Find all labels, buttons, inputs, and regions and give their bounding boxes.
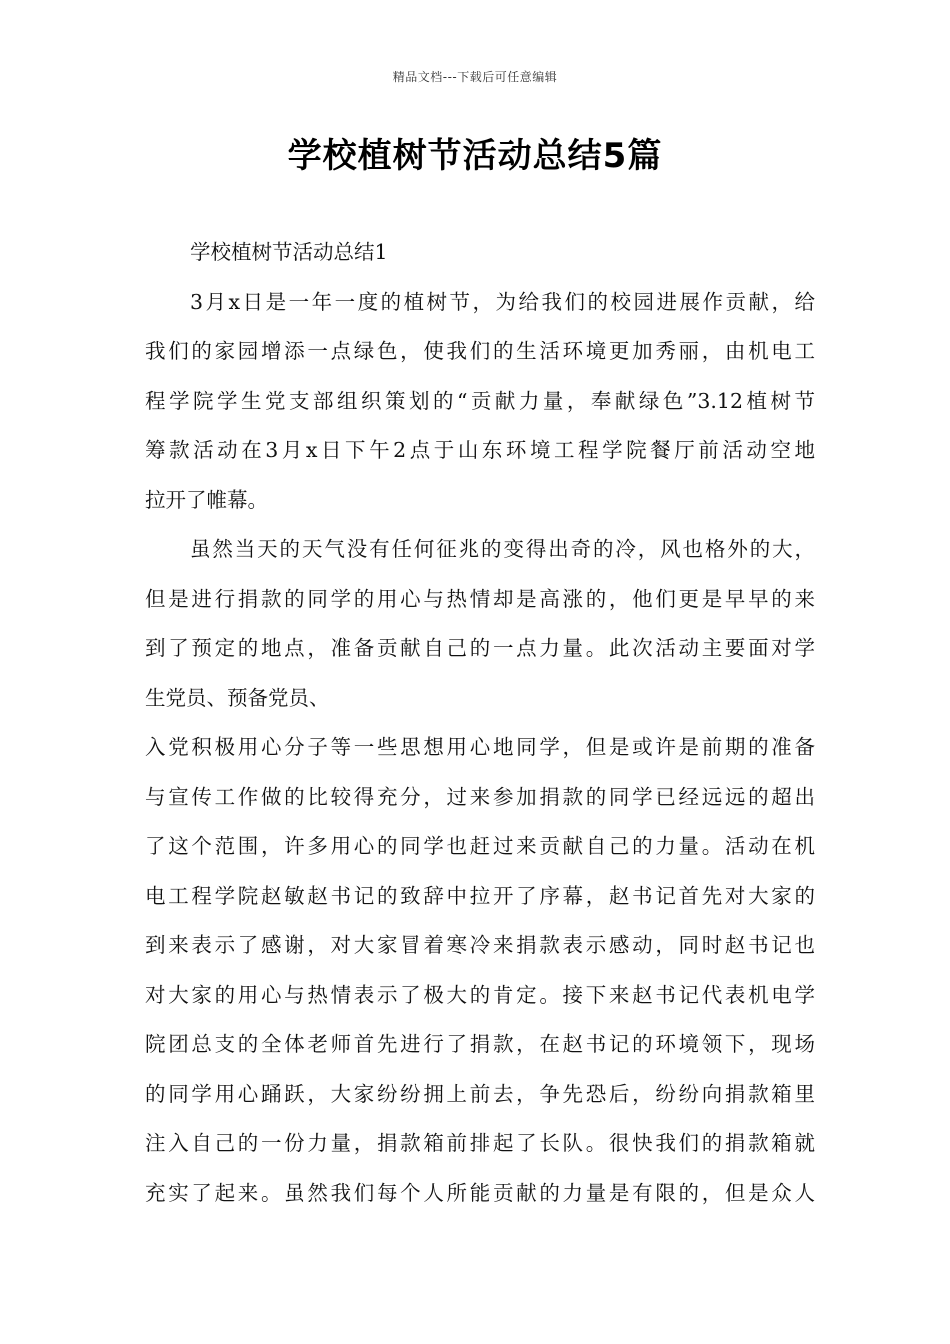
text-line: 到来表示了感谢，对大家冒着寒冷来捐款表示感动，同时赵书记也 (145, 933, 815, 957)
text-line: 与宣传工作做的比较得充分，过来参加捐款的同学已经远远的超出 (145, 784, 815, 809)
header-note: 精品文档---下载后可任意编辑 (392, 70, 558, 84)
document-title: 学校植树节活动总结5篇 (287, 136, 663, 176)
text-line: 3月x日是一年一度的植树节，为给我们的校园进展作贡献，给 (190, 289, 815, 314)
text-line: 注入自己的一份力量，捐款箱前排起了长队。很快我们的捐款箱就 (145, 1131, 815, 1155)
text-line: 虽然当天的天气没有任何征兆的变得出奇的冷，风也格外的大， (190, 537, 815, 561)
text-line: 了这个范围，许多用心的同学也赶过来贡献自己的力量。活动在机 (145, 834, 815, 858)
text-line: 筹款活动在3月x日下午2点于山东环境工程学院餐厅前活动空地 (145, 438, 815, 462)
text-line: 我们的家园增添一点绿色，使我们的生活环境更加秀丽，由机电工 (145, 339, 815, 363)
text-line: 生党员、预备党员、 (145, 685, 330, 710)
body-text (145, 228, 815, 1218)
text-line: 的同学用心踊跃，大家纷纷拥上前去，争先恐后，纷纷向捐款箱里 (145, 1081, 815, 1106)
text-line: 院团总支的全体老师首先进行了捐款，在赵书记的环境领下，现场 (145, 1032, 815, 1056)
text-line: 程学院学生党支部组织策划的“贡献力量，奉献绿色”3.12植树节 (145, 388, 815, 413)
text-line: 但是进行捐款的同学的用心与热情却是高涨的，他们更是早早的来 (145, 586, 815, 611)
text-line: 到了预定的地点，准备贡献自己的一点力量。此次活动主要面对学 (145, 636, 815, 660)
text-line: 学校植树节活动总结1 (190, 240, 388, 264)
text-line: 入党积极用心分子等一些思想用心地同学，但是或许是前期的准备 (145, 735, 815, 759)
text-line: 电工程学院赵敏赵书记的致辞中拉开了序幕，赵书记首先对大家的 (145, 883, 815, 908)
text-line: 对大家的用心与热情表示了极大的肯定。接下来赵书记代表机电学 (145, 982, 815, 1007)
text-line: 充实了起来。虽然我们每个人所能贡献的力量是有限的，但是众人 (145, 1180, 815, 1205)
text-line: 拉开了帷幕。 (145, 487, 268, 512)
